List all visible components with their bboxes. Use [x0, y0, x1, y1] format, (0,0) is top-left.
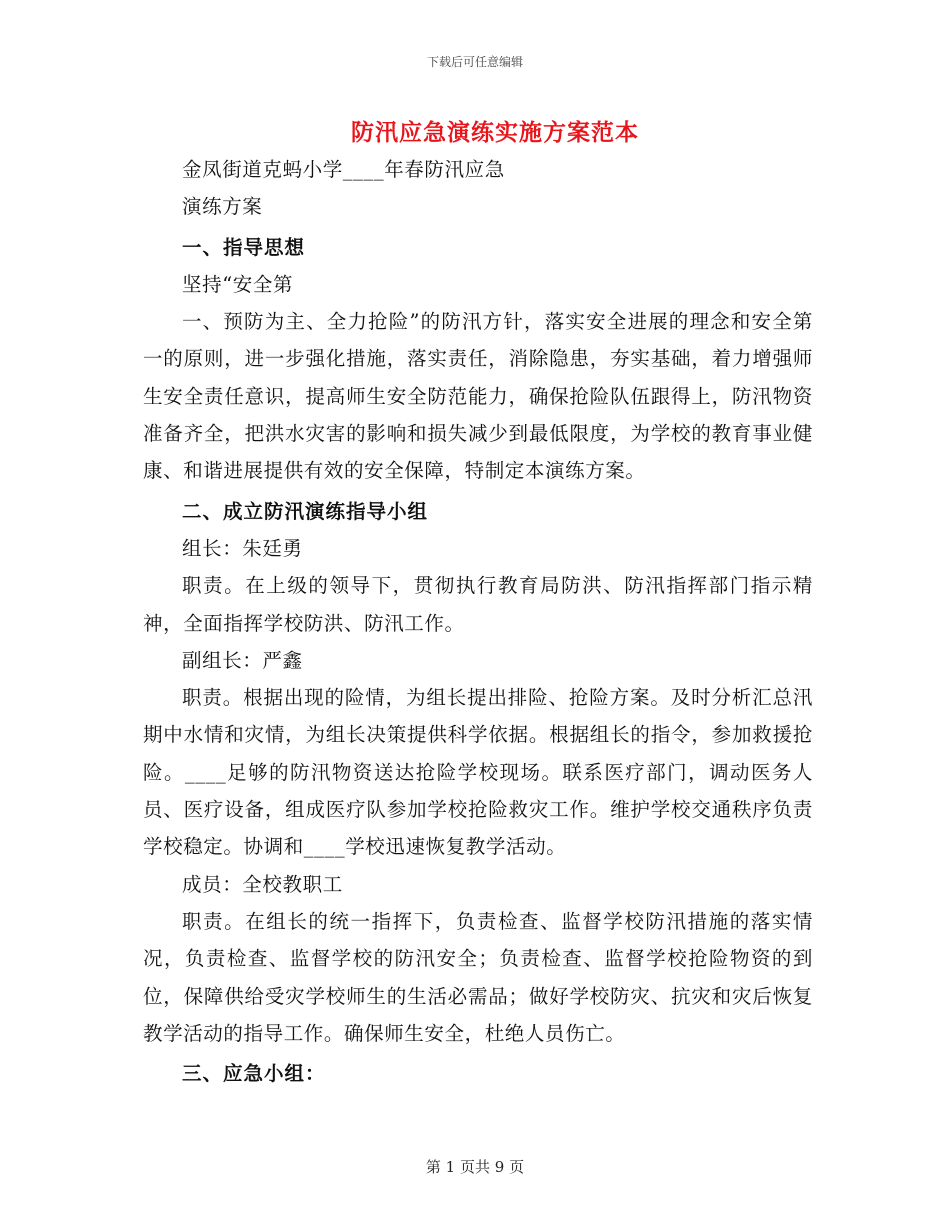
paragraph: 一、预防为主、全力抢险”的防汛方针，落实安全进展的理念和安全第一的原则，进一步强化措施，落实责任，消除隐患，夯实基础，着力增强师生安全责任意识，提高师生安全防范能力，确保抢险队伍跟得上，防汛物资准备齐全，把洪水灾害的影响和损失减少到最低限度，为学校的教育事业健康、和谐进展提供有效的安全保障，特制定本演练方案。	[143, 310, 813, 483]
document-title: 防汛应急演练实施方案范本	[351, 119, 639, 146]
page-header-note: 下载后可任意编辑	[426, 55, 523, 69]
paragraph: 职责。在上级的领导下，贯彻执行教育局防洪、防汛指挥部门指示精神，全面指挥学校防洪、防汛工作。	[143, 574, 813, 635]
paragraph: 成员：全校教职工	[182, 872, 343, 896]
paragraph: 金凤街道克蚂小学____年春防汛应急	[182, 158, 505, 181]
paragraph: 副组长：严鑫	[182, 648, 303, 672]
paragraph: 坚持“安全第	[182, 272, 294, 296]
section-heading: 一、指导思想	[182, 235, 306, 259]
page-number-footer: 第 1 页共 9 页	[425, 1158, 525, 1176]
paragraph: 职责。在组长的统一指挥下，负责检查、监督学校防汛措施的落实情况，负责检查、监督学校的防汛安全；负责检查、监督学校抢险物资的到位，保障供给受灾学校师生的生活必需品；做好学校防灾、抗灾和灾后恢复教学活动的指导工作。确保师生安全，杜绝人员伤亡。	[143, 909, 813, 1045]
paragraph: 组长：朱廷勇	[182, 536, 303, 560]
section-heading: 二、成立防汛演练指导小组	[182, 499, 429, 523]
document-body	[143, 151, 813, 1092]
paragraph: 演练方案	[182, 195, 263, 219]
section-heading: 三、应急小组：	[182, 1062, 326, 1086]
paragraph: 职责。根据出现的险情，为组长提出排险、抢险方案。及时分析汇总汛期中水情和灾情，为组长决策提供科学依据。根据组长的指令，参加救援抢险。____足够的防汛物资送达抢险学校现场。联系医疗部门，调动医务人员、医疗设备，组成医疗队参加学校抢险救灾工作。维护学校交通秩序负责学校稳定。协调和____学校迅速恢复教学活动。	[143, 686, 813, 859]
